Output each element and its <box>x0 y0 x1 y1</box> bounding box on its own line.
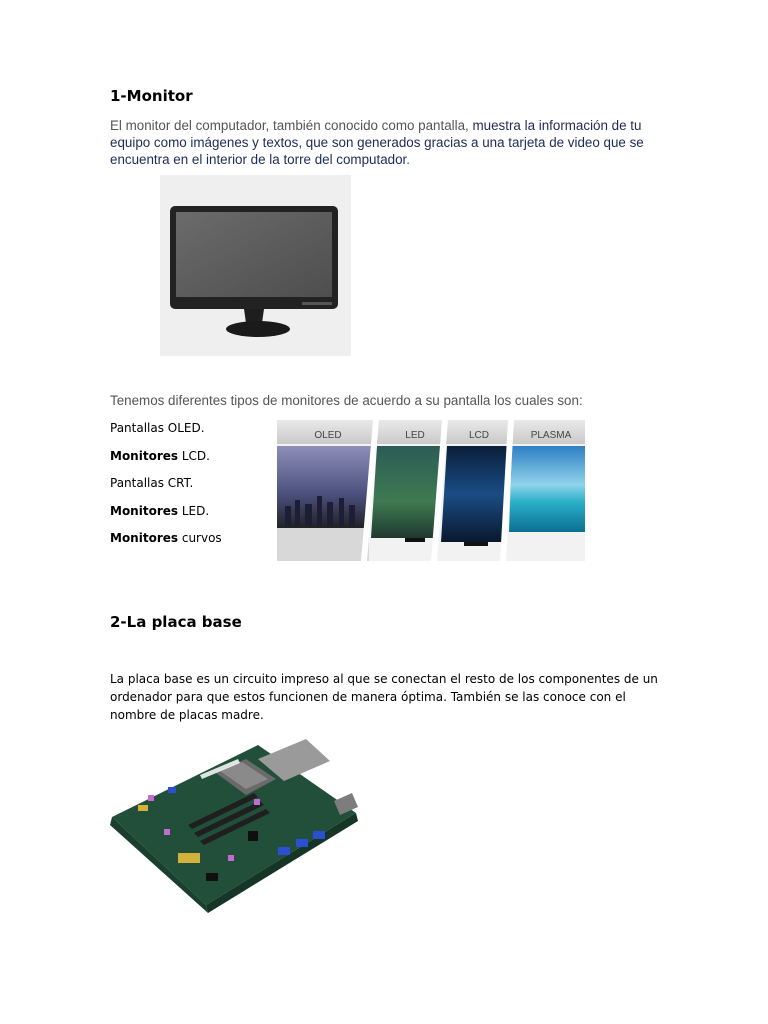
intro-text-start: El monitor del computador, también conocido como pantalla, <box>110 118 473 133</box>
panel-label-led: LED <box>405 430 425 441</box>
list-item: Pantallas OLED. <box>110 421 205 435</box>
section-title-monitor: 1-Monitor <box>110 87 193 105</box>
list-item: Monitores LED. <box>110 503 210 518</box>
list-item: Monitores LCD. <box>110 448 210 463</box>
monitor-illustration <box>160 175 351 356</box>
panel-label-oled: OLED <box>314 430 342 441</box>
placa-base-paragraph: La placa base es un circuito impreso al que se conectan el resto de los componentes de un ordenador para que estos funcionen de manera óptima. También se las conoce con el nombre de placas madre. <box>110 672 658 722</box>
monitor-types-illustration <box>277 420 585 561</box>
motherboard-image <box>108 735 363 913</box>
list-item: Monitores curvos <box>110 531 222 545</box>
panel-label-plasma: PLASMA <box>530 430 572 441</box>
section-title-placa-base: 2-La placa base <box>110 613 242 631</box>
monitor-types-list <box>110 420 222 558</box>
list-item: Pantallas CRT. <box>110 476 194 490</box>
monitor-intro-paragraph <box>110 117 670 168</box>
monitor-types-image <box>277 420 585 561</box>
monitor-image <box>160 175 351 356</box>
panel-label-lcd: LCD <box>468 430 490 441</box>
monitor-types-intro: Tenemos diferentes tipos de monitores de acuerdo a su pantalla los cuales son: <box>110 393 583 408</box>
motherboard-illustration <box>108 735 363 913</box>
intro-text-highlight: muestra la información de tu equipo como imágenes y textos, que son generados gracias a una tarjeta de video que se encuentra en el interior de la torre del computador <box>110 118 644 167</box>
intro-text-end: . <box>406 152 410 167</box>
